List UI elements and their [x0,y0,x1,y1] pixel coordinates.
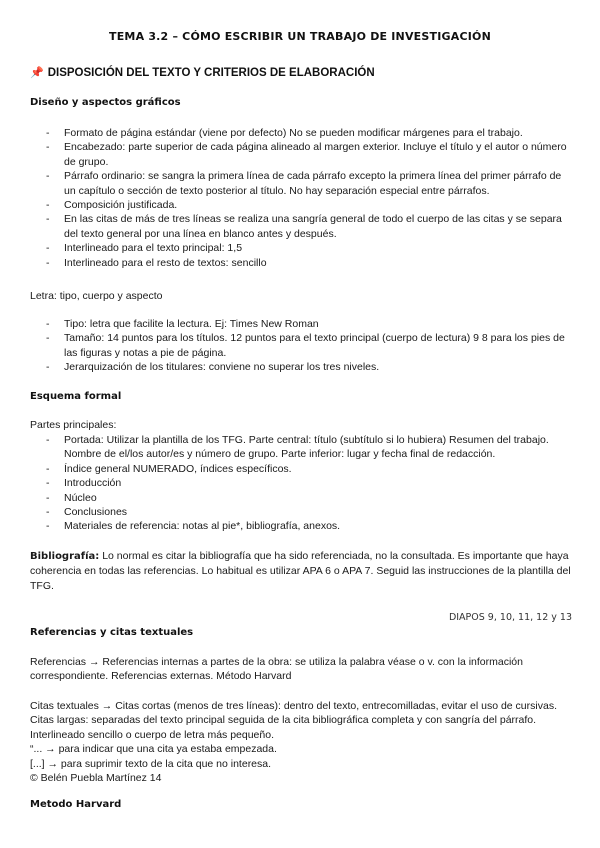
dash-bullet-icon: - [46,127,50,139]
dash-bullet-icon: - [46,256,50,269]
diapos-note: DIAPOS 9, 10, 11, 12 y 13 [448,612,572,623]
citas-line-2: [...] → para suprimir texto de la cita que no interesa. [30,758,272,770]
dash-bullet-icon: - [46,506,50,519]
dash-bullet-icon: - [46,170,50,183]
dash-bullet-icon: - [46,462,50,475]
diseno-list [30,126,570,270]
citas-paragraph: Citas textuales → Citas cortas (menos de tres líneas): dentro del texto, entrecomilladas, evitar el uso de cursivas. Citas largas: separadas del texto principal seguida de la cita bibliográfica completa y con sangría del párrafo. Interlineado sencillo o cuerpo de letra más pequeño. [30,700,557,741]
dash-bullet-icon: - [46,361,50,374]
citas-line-1: “... → para indicar que una cita ya estaba empezada. [30,743,277,755]
esquema-list [30,433,570,534]
list-item: - Índice general NUMERADO, índices específicos. [46,462,292,475]
pushpin-icon: 📌 [30,67,44,79]
list-item: - Jerarquización de los titulares: conviene no superar los tres niveles. [46,361,380,374]
dash-bullet-icon: - [46,332,50,345]
list-item: - Introducción [46,477,122,490]
list-item: - Encabezado: parte superior de cada página alineado al margen exterior. Incluye el título y el autor o número de grupo. [46,141,567,168]
dash-bullet-icon: - [46,477,50,490]
harvard-heading: Metodo Harvard [30,799,122,810]
list-item: - En las citas de más de tres líneas se realiza una sangría general de todo el cuerpo de las citas y se separa del texto general por una línea en blanco antes y después. [46,213,562,240]
dash-bullet-icon: - [46,520,50,533]
list-item: - Formato de página estándar (viene por defecto) No se pueden modificar márgenes para el trabajo. [46,127,523,139]
list-item: - Composición justificada. [46,199,178,212]
copyright-line: © Belén Puebla Martínez 14 [30,772,162,784]
list-item: - Tamaño: 14 puntos para los títulos. 12 puntos para el texto principal (cuerpo de lectura) 9 8 para los pies de las figuras y notas a pie de página. [46,332,565,359]
list-item: - Portada: Utilizar la plantilla de los TFG. Parte central: título (subtítulo si lo hubiera) Resumen del trabajo. Nombre de el/los autor/es y número de grupo. Parte inferior: lugar y fecha final de redacción. [46,434,549,461]
dash-bullet-icon: - [46,242,50,255]
dash-bullet-icon: - [46,141,50,154]
dash-bullet-icon: - [46,199,50,212]
dash-bullet-icon: - [46,213,50,226]
letra-intro: Letra: tipo, cuerpo y aspecto [30,290,163,302]
bibliografia-label: Bibliografía: [30,551,100,562]
list-item: - Párrafo ordinario: se sangra la primera línea de cada párrafo excepto la primera línea del primer párrafo de un capítulo o sección de texto posterior al título. No hay separación especial entre párrafos. [46,170,562,197]
dash-bullet-icon: - [46,318,50,330]
section-heading [30,66,375,79]
list-item: - Interlineado para el resto de textos: sencillo [46,256,267,269]
list-item: - Interlineado para el texto principal: 1,5 [46,242,243,255]
dash-bullet-icon: - [46,434,50,446]
bibliografia-text: Lo normal es citar la bibliografía que ha sido referenciada, no la consultada. Es importante que haya coherencia en todas las referencias. Lo habitual es utilizar APA 6 o APA 7. Seguid las instrucciones de la plantilla del TFG. [30,550,571,592]
bibliografia-paragraph [30,549,578,593]
document-title: TEMA 3.2 – CÓMO ESCRIBIR UN TRABAJO DE INVESTIGACIÓN [109,30,491,43]
list-item: - Tipo: letra que facilite la lectura. Ej: Times New Roman [46,318,319,330]
list-item: - Conclusiones [46,506,128,519]
dash-bullet-icon: - [46,491,50,504]
esquema-heading: Esquema formal [30,391,122,402]
referencias-paragraph: Referencias → Referencias internas a partes de la obra: se utiliza la palabra véase o v. con la información correspondiente. Referencias externas. Método Harvard [30,656,523,683]
referencias-heading: Referencias y citas textuales [30,627,194,638]
section-heading-text: DISPOSICIÓN DEL TEXTO Y CRITERIOS DE ELABORACIÓN [47,67,375,79]
list-item: - Materiales de referencia: notas al pie*, bibliografía, anexos. [46,520,341,533]
esquema-intro: Partes principales: [30,419,117,431]
list-item: - Núcleo [46,491,97,504]
diseno-heading: Diseño y aspectos gráficos [30,97,181,108]
letra-list [30,317,570,375]
